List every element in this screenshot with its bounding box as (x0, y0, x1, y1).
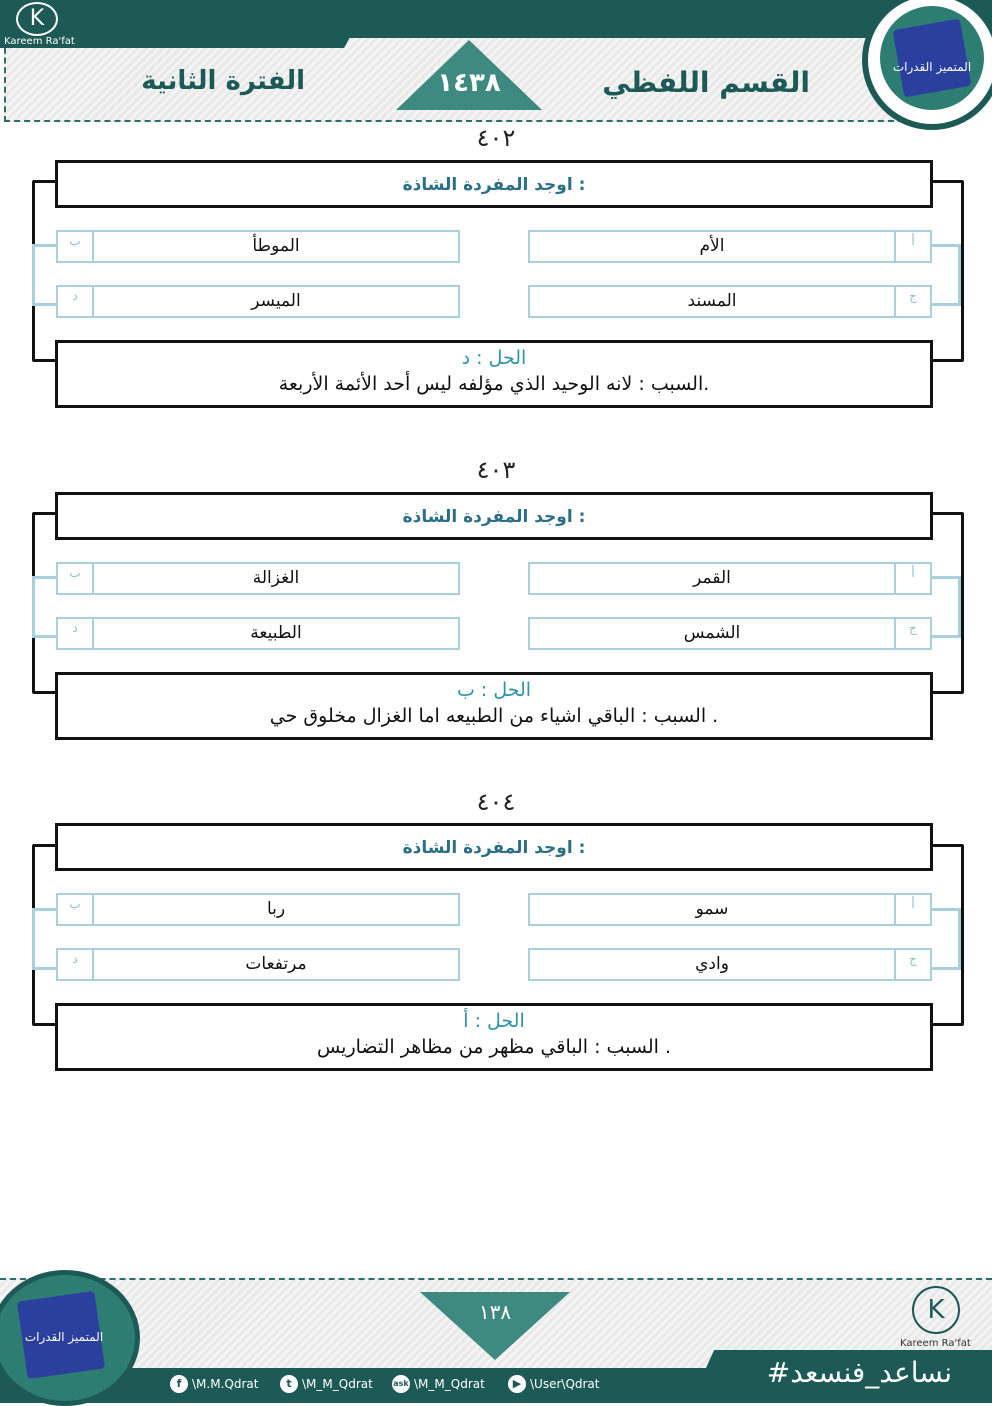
option-letter: د (58, 619, 94, 648)
social-youtube[interactable] (508, 1375, 600, 1393)
option-text: الموطأ (252, 236, 300, 256)
option-letter: ب (58, 232, 94, 261)
option-c[interactable] (528, 285, 932, 318)
option-text: سمو (695, 899, 729, 919)
option-text: مرتفعات (245, 954, 307, 974)
question-prompt-box (55, 492, 933, 540)
social-handle: \M_M_Qdrat (414, 1377, 485, 1391)
options-connector-right (932, 908, 961, 970)
options-connector-left (32, 244, 59, 306)
option-a[interactable] (528, 230, 932, 263)
ask-icon: ask (392, 1375, 410, 1393)
book-logo-icon (893, 19, 972, 98)
answer-reason: السبب : الباقي اشياء من الطبيعه اما الغزال مخلوق حي . (269, 705, 719, 727)
options-connector-left (32, 576, 59, 638)
answer-reason: السبب : لانه الوحيد الذي مؤلفه ليس أحد الأئمة الأربعة. (278, 373, 710, 395)
option-text: الميسر (251, 291, 301, 311)
option-text: المسند (687, 291, 737, 311)
option-letter: ب (58, 895, 94, 924)
answer-label: الحل : د (461, 347, 527, 369)
option-c[interactable] (528, 617, 932, 650)
section-title: القسم اللفظي (602, 66, 810, 99)
youtube-icon: ▶ (508, 1375, 526, 1393)
social-facebook[interactable] (170, 1375, 258, 1393)
social-twitter[interactable] (280, 1375, 373, 1393)
option-letter: د (58, 950, 94, 979)
options-connector-right (932, 244, 961, 306)
question-prompt-box (55, 160, 933, 208)
page-number: ١٣٨ (478, 1300, 512, 1324)
option-d[interactable] (56, 948, 460, 981)
brand-logo-icon: K (16, 2, 58, 36)
twitter-icon: t (280, 1375, 298, 1393)
question-number: ٤٠٣ (476, 456, 516, 484)
options-connector-right (932, 576, 961, 638)
option-d[interactable] (56, 617, 460, 650)
option-a[interactable] (528, 893, 932, 926)
option-letter: د (58, 287, 94, 316)
social-ask[interactable] (392, 1375, 485, 1393)
option-text: القمر (693, 568, 731, 588)
option-letter: أ (894, 895, 930, 924)
question-prompt: اوجد المفردة الشاذة : (402, 175, 586, 195)
option-letter: ج (894, 287, 930, 316)
answer-box (55, 672, 933, 740)
option-text: وادي (695, 954, 729, 974)
question-bracket (32, 844, 964, 1026)
option-text: الأم (699, 236, 725, 256)
social-handle: \User\Qdrat (530, 1377, 600, 1391)
option-letter: ب (58, 564, 94, 593)
hashtag: #نساعد_فنسعد (766, 1356, 952, 1389)
brand-logo-icon: K (912, 1286, 960, 1334)
option-letter: أ (894, 232, 930, 261)
option-letter: أ (894, 564, 930, 593)
option-text: الطبيعة (250, 623, 302, 643)
period-title: الفترة الثانية (141, 66, 305, 96)
option-text: الشمس (683, 623, 741, 643)
footer-logo-text: المتميز القدرات (24, 1330, 104, 1344)
option-letter: ج (894, 619, 930, 648)
option-a[interactable] (528, 562, 932, 595)
answer-label: الحل : أ (463, 1010, 525, 1032)
question-number: ٤٠٢ (476, 124, 516, 152)
question-prompt: اوجد المفردة الشاذة : (402, 507, 586, 527)
question-number: ٤٠٤ (476, 788, 516, 816)
social-handle: \M_M_Qdrat (302, 1377, 373, 1391)
header-logo-text: المتميز القدرات (892, 60, 972, 74)
option-text: ربا (266, 899, 286, 919)
brand-name: Kareem Ra'fat (900, 1338, 971, 1349)
answer-box (55, 1003, 933, 1071)
brand-name: Kareem Ra'fat (4, 36, 75, 47)
option-b[interactable] (56, 230, 460, 263)
option-b[interactable] (56, 893, 460, 926)
question-prompt: اوجد المفردة الشاذة : (402, 838, 586, 858)
option-b[interactable] (56, 562, 460, 595)
question-prompt-box (55, 823, 933, 871)
option-text: الغزالة (252, 568, 300, 588)
answer-box (55, 340, 933, 408)
social-handle: \M.M.Qdrat (192, 1377, 259, 1391)
answer-reason: السبب : الباقي مظهر من مظاهر التضاريس . (316, 1036, 672, 1058)
option-d[interactable] (56, 285, 460, 318)
option-letter: ج (894, 950, 930, 979)
options-connector-left (32, 908, 59, 970)
facebook-icon: f (170, 1375, 188, 1393)
option-c[interactable] (528, 948, 932, 981)
year-label: ١٤٣٨ (437, 68, 501, 98)
answer-label: الحل : ب (456, 679, 532, 701)
